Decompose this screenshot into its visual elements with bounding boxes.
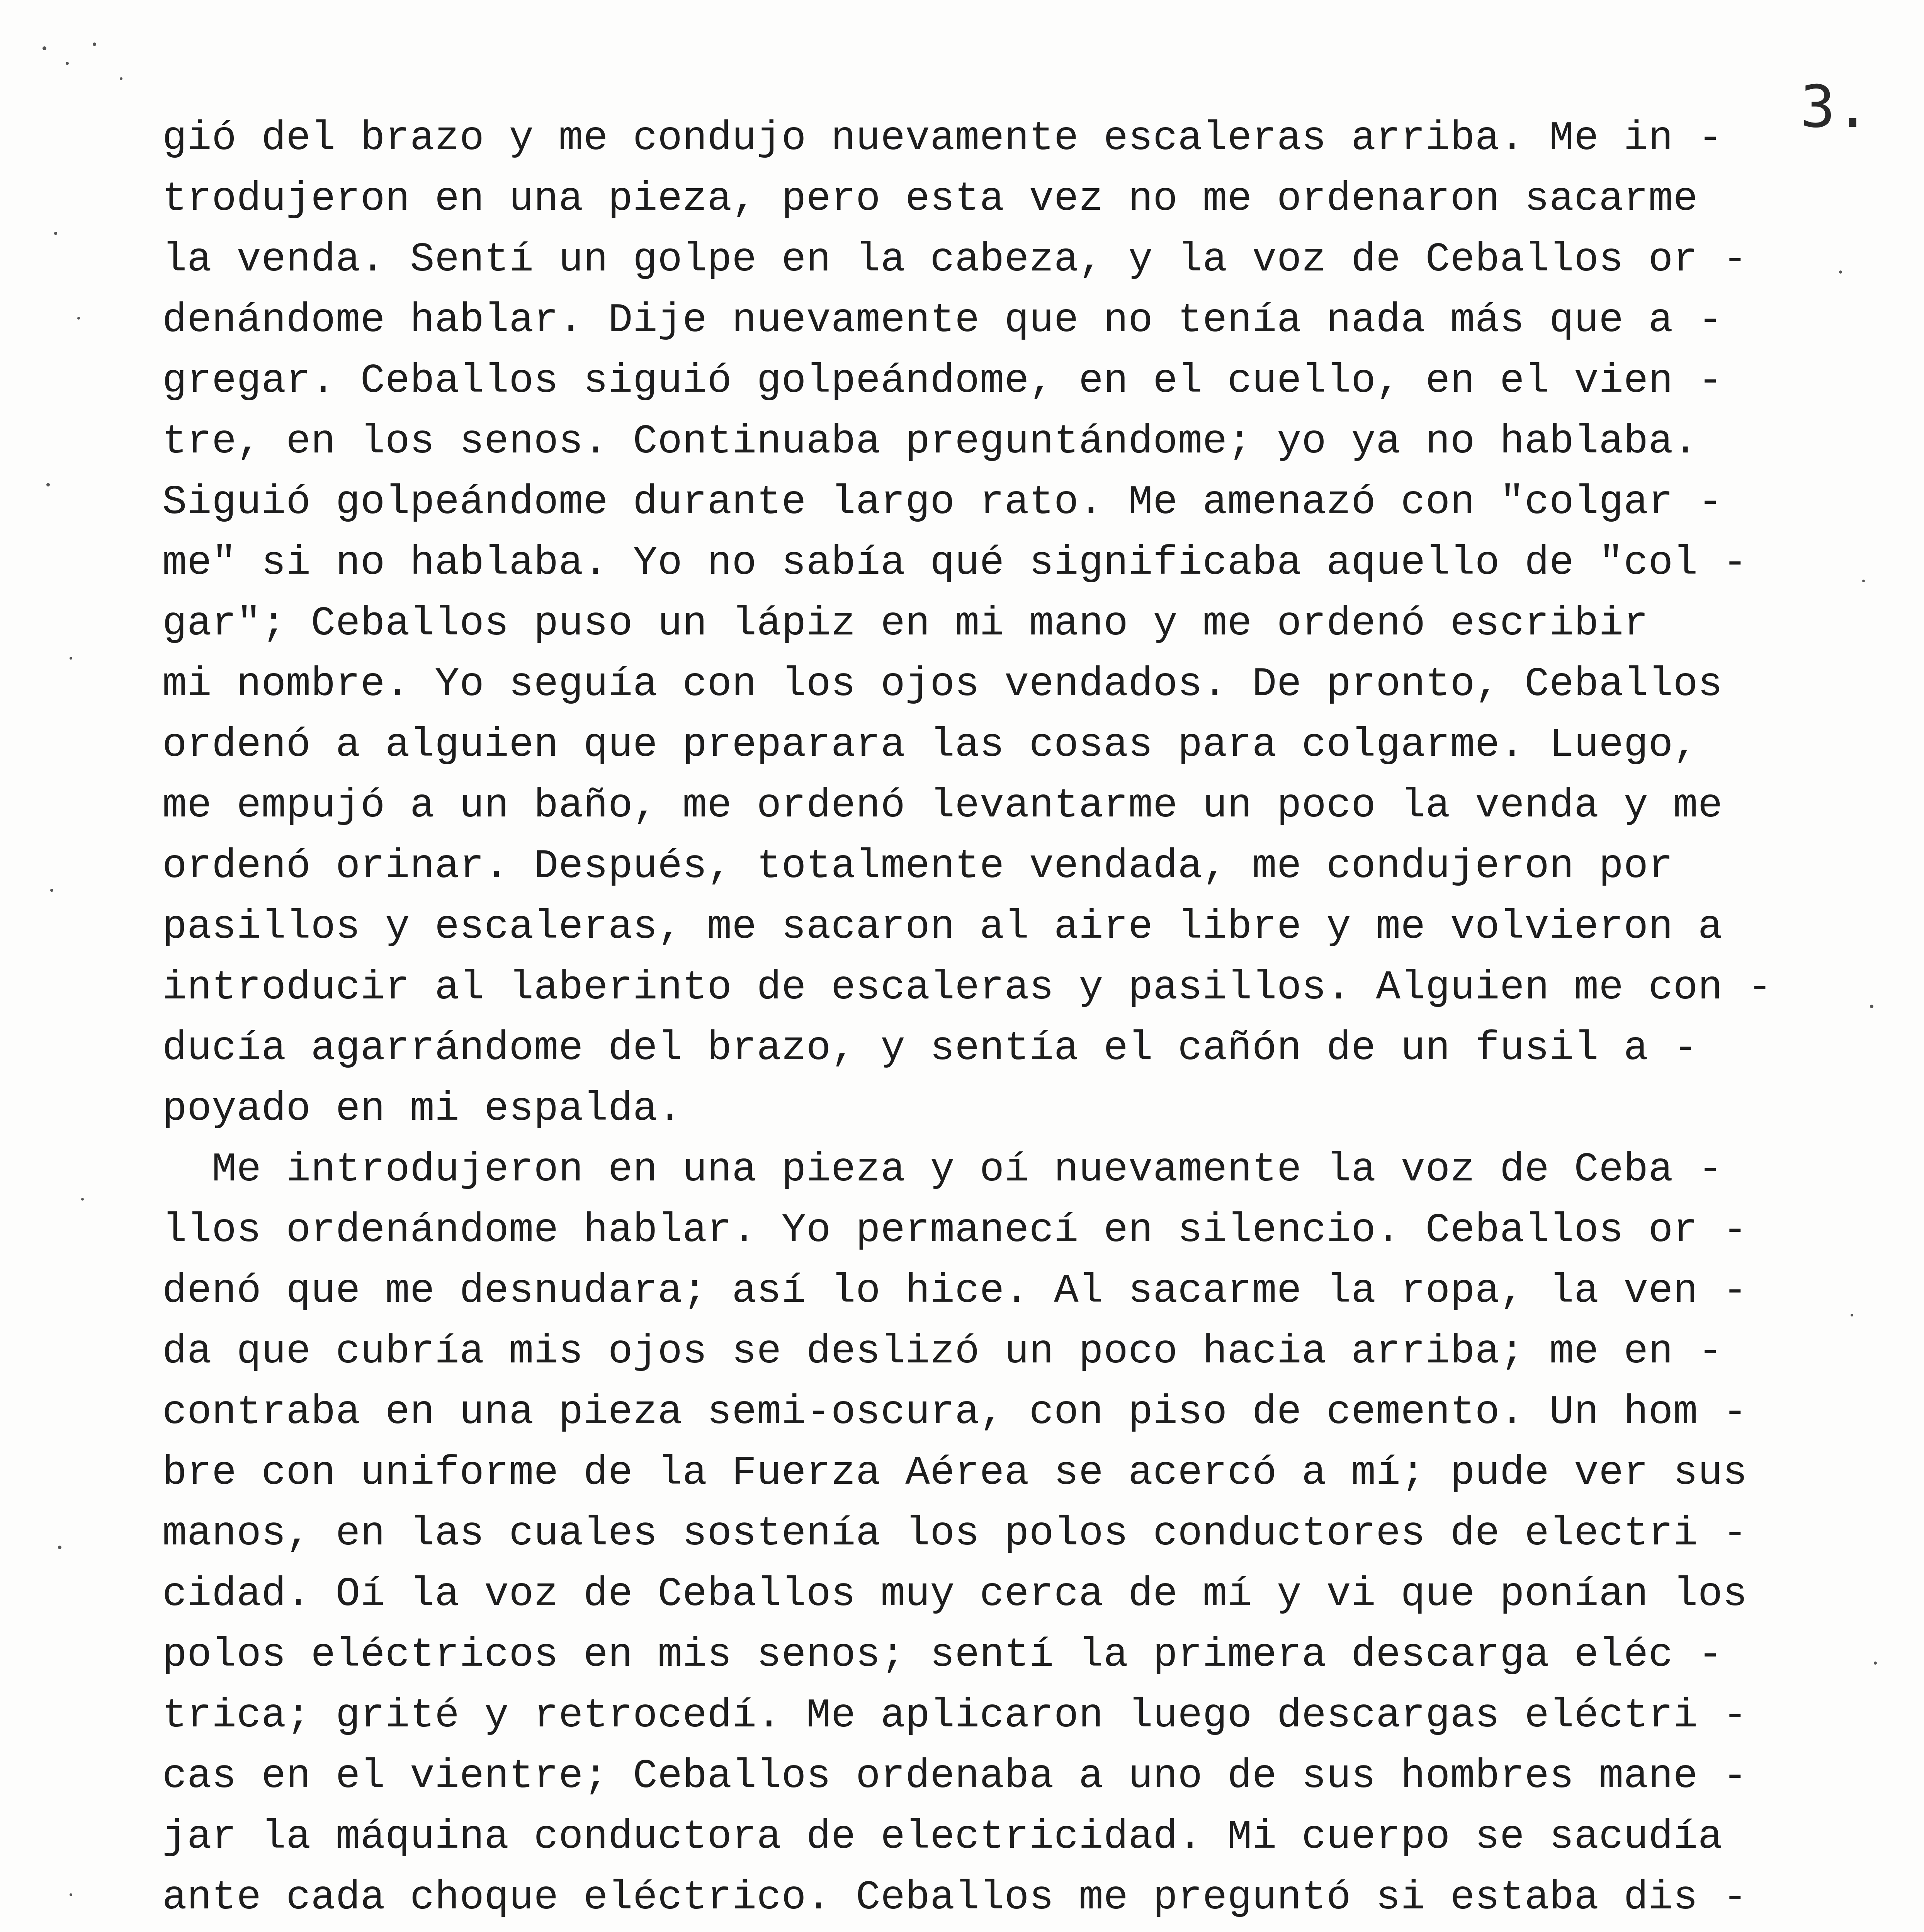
text-line: contraba en una pieza semi-oscura, con piso de cemento. Un hom - [162, 1389, 1748, 1435]
text-line: trica; grité y retrocedí. Me aplicaron luego descargas eléctri - [162, 1692, 1748, 1739]
text-line: poyado en mi espalda. [162, 1086, 683, 1132]
text-line: gar"; Ceballos puso un lápiz en mi mano y me ordenó escribir [162, 600, 1649, 647]
text-line: mi nombre. Yo seguía con los ojos vendados. De pronto, Ceballos [162, 661, 1723, 707]
text-line: jar la máquina conductora de electricidad. Mi cuerpo se sacudía [162, 1814, 1723, 1860]
text-line: trodujeron en una pieza, pero esta vez no me ordenaron sacarme [162, 176, 1698, 222]
text-line: pasillos y escaleras, me sacaron al aire libre y me volvieron a [162, 904, 1723, 950]
text-line: denándome hablar. Dije nuevamente que no tenía nada más que a - [162, 297, 1723, 344]
text-line: ordenó orinar. Después, totalmente vendada, me condujeron por [162, 843, 1673, 889]
text-line: bre con uniforme de la Fuerza Aérea se acercó a mí; pude ver sus [162, 1450, 1748, 1496]
scan-speck [70, 1893, 72, 1896]
text-line [162, 1928, 1746, 1932]
text-line: cidad. Oí la voz de Ceballos muy cerca de mí y vi que ponían los [162, 1571, 1748, 1617]
text-line: ordenó a alguien que preparara las cosas para colgarme. Luego, [162, 722, 1698, 768]
text-line: llos ordenándome hablar. Yo permanecí en silencio. Ceballos or - [162, 1207, 1748, 1253]
text-line: manos, en las cuales sostenía los polos conductores de electri - [162, 1510, 1748, 1557]
text-line: ducía agarrándome del brazo, y sentía el cañón de un fusil a - [162, 1025, 1698, 1071]
scan-speck [46, 483, 50, 486]
text-line: gregar. Ceballos siguió golpeándome, en el cuello, en el vien - [162, 358, 1723, 404]
body-text [162, 108, 1773, 1932]
text-line: gió del brazo y me condujo nuevamente escaleras arriba. Me in - [162, 115, 1723, 162]
scan-speck [42, 46, 46, 50]
scan-speck [58, 1546, 61, 1549]
scan-speck [70, 657, 72, 660]
scan-speck [1862, 580, 1865, 582]
scan-speck [50, 889, 53, 892]
text-line: Me introdujeron en una pieza y oí nuevamente la voz de Ceba - [162, 1146, 1723, 1193]
scan-speck [77, 317, 80, 320]
text-line: introducir al laberinto de escaleras y pasillos. Alguien me con - [162, 964, 1773, 1011]
page-number: 3. [1800, 73, 1870, 141]
scan-speck [1874, 1662, 1877, 1665]
text-line: tre, en los senos. Continuaba preguntándome; yo ya no hablaba. [162, 418, 1698, 465]
text-line: denó que me desnudara; así lo hice. Al sacarme la ropa, la ven - [162, 1268, 1748, 1314]
text-line: me" si no hablaba. Yo no sabía qué significaba aquello de "col - [162, 540, 1748, 586]
scan-speck [120, 77, 122, 80]
scan-speck [1839, 270, 1842, 274]
text-line: la venda. Sentí un golpe en la cabeza, y la voz de Ceballos or - [162, 236, 1748, 283]
scan-speck [81, 1198, 84, 1201]
text-line: me empujó a un baño, me ordenó levantarme un poco la venda y me [162, 782, 1723, 829]
scan-speck [1851, 1314, 1853, 1316]
text-line: Siguió golpeándome durante largo rato. Me amenazó con "colgar - [162, 479, 1723, 526]
text-line: da que cubría mis ojos se deslizó un poco hacia arriba; me en - [162, 1328, 1723, 1375]
scan-speck [66, 62, 69, 65]
scan-speck [1870, 1005, 1873, 1008]
scan-speck [93, 43, 96, 46]
scan-speck [54, 232, 57, 235]
text-line: ante cada choque eléctrico. Ceballos me preguntó si estaba dis - [162, 1874, 1748, 1921]
text-line: polos eléctricos en mis senos; sentí la primera descarga eléc - [162, 1632, 1723, 1678]
text-line: cas en el vientre; Ceballos ordenaba a uno de sus hombres mane - [162, 1753, 1748, 1799]
